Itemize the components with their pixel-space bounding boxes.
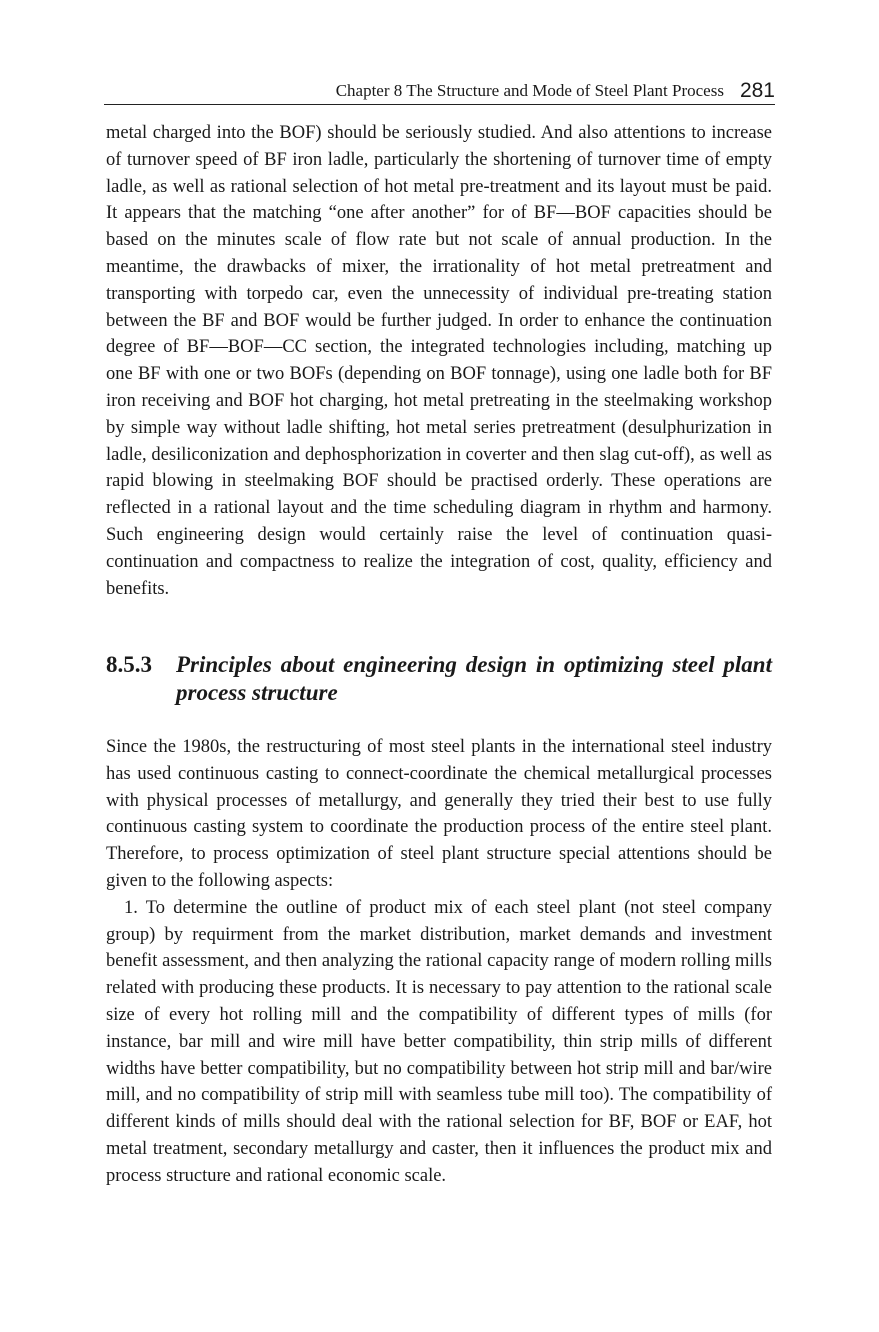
section-heading <box>106 651 772 707</box>
body-text-top <box>106 120 772 602</box>
list-item-paragraph: 1. To determine the outline of product mix of each steel plant (not steel company group) by requirment from the market distribution, market demands and investment benefit assessment, and then analyzing the rational capacity range of modern rolling mills related with producing these products. It is necessary to pay attention to the rational scale size of every hot rolling mill and the compatibility of different types of mills (for instance, bar mill and wire mill have better compatibility, thin strip mills of different widths have better compatibility, but no compatibility between hot strip mill and bar/wire mill, and no compatibility of strip mill with seamless tube mill too). The compatibility of different kinds of mills should deal with the rational selection for BF, BOF or EAF, hot metal treatment, secondary metallurgy and caster, then it influences the product mix and process structure and rational economic scale. <box>106 897 772 1186</box>
section-title: Principles about engineering design in optimizing steel plant process structure <box>176 652 772 705</box>
section-number: 8.5.3 <box>106 652 152 677</box>
paragraph: Since the 1980s, the restructuring of most steel plants in the international steel industry has used continuous casting to connect-coordinate the chemical metallurgical processes with physical processes of metallurgy, and generally they tried their best to use fully continuous casting system to coordinate the production process of the entire steel plant. Therefore, to process optimization of steel plant structure special attentions should be given to the following aspects: <box>106 737 772 891</box>
running-header <box>104 74 775 105</box>
running-title: Chapter 8 The Structure and Mode of Steel Plant Process <box>335 81 724 100</box>
page-number: 281 <box>739 79 775 102</box>
paragraph: metal charged into the BOF) should be seriously studied. And also attentions to increase of turnover speed of BF iron ladle, particularly the shortening of turnover time of empty ladle, as well as rational selection of hot metal pre-treatment and its layout must be paid. It appears that the matching “one after another” for of BF—BOF capacities should be based on the minutes scale of flow rate but not scale of annual production. In the meantime, the drawbacks of mixer, the irrationality of hot metal pretreatment and transporting with torpedo car, even the unnecessity of individual pre-treating station between the BF and BOF would be further judged. In order to enhance the continuation degree of BF—BOF—CC section, the integrated technologies including, matching up one BF with one or two BOFs (depending on BOF tonnage), using one ladle both for BF iron receiving and BOF hot charging, hot metal pretreating in the steelmaking workshop by simple way without ladle shifting, hot metal series pretreatment (desulphurization in ladle, desiliconization and dephosphorization in coverter and then slag cut-off), as well as rapid blowing in steelmaking BOF should be practised orderly. These operations are reflected in a rational layout and the time scheduling diagram in rhythm and harmony. Such engineering design would certainly raise the level of continuation quasi-continuation and compactness to realize the integration of cost, quality, efficiency and benefits. <box>106 123 772 599</box>
body-text-bottom <box>106 734 772 1190</box>
